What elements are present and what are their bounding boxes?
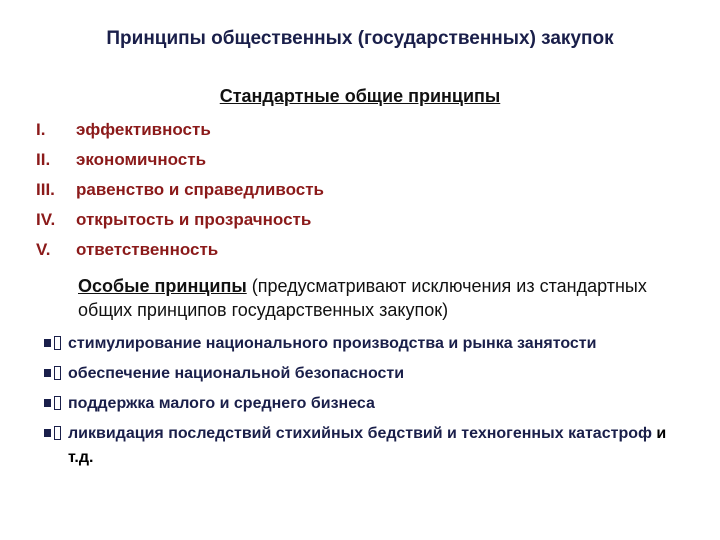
- special-principle-item: [40, 392, 680, 416]
- principle-text: ликвидация последствий стихийных бедствий и техногенных катастроф: [68, 425, 652, 442]
- principle-text: экономичность: [76, 150, 207, 169]
- roman-numeral: III.: [36, 180, 55, 199]
- special-principles-lead: Особые принципы: [78, 276, 247, 296]
- principle-text: ответственность: [76, 240, 219, 259]
- empty-box-icon: [54, 426, 61, 440]
- special-principles-list: [40, 332, 680, 476]
- standard-principle-item: [36, 146, 324, 176]
- special-principle-item: [40, 362, 680, 386]
- principle-text: стимулирование национального производства и рынка занятости: [68, 335, 597, 352]
- special-principle-item: [40, 332, 680, 356]
- special-principles-note: (предусматривают исключения из стандартных общих принципов государственных закупок): [78, 276, 647, 320]
- principle-text: эффективность: [76, 120, 211, 139]
- standard-principles-list: [36, 116, 324, 266]
- principle-text: равенство и справедливость: [76, 180, 324, 199]
- roman-numeral: I.: [36, 120, 46, 139]
- slide-title: Принципы общественных (государственных) закупок: [106, 28, 614, 49]
- empty-box-icon: [54, 336, 61, 350]
- square-bullet-icon: [44, 369, 51, 377]
- empty-box-icon: [54, 396, 61, 410]
- standard-principles-heading: Стандартные общие принципы: [219, 86, 501, 106]
- standard-principle-item: [36, 206, 324, 236]
- standard-principle-item: [36, 176, 324, 206]
- roman-numeral: IV.: [36, 210, 56, 229]
- special-principle-item: [40, 422, 680, 470]
- principle-text: открытость и прозрачность: [76, 210, 312, 229]
- square-bullet-icon: [44, 429, 51, 437]
- principle-text: обеспечение национальной безопасности: [68, 365, 405, 382]
- roman-numeral: V.: [36, 240, 51, 259]
- principle-text: поддержка малого и среднего бизнеса: [68, 395, 375, 412]
- standard-principle-item: [36, 236, 324, 266]
- special-principles-heading: [78, 274, 678, 322]
- principle-suffix: и т.д.: [68, 425, 667, 466]
- square-bullet-icon: [44, 399, 51, 407]
- standard-principle-item: [36, 116, 324, 146]
- roman-numeral: II.: [36, 150, 51, 169]
- empty-box-icon: [54, 366, 61, 380]
- square-bullet-icon: [44, 339, 51, 347]
